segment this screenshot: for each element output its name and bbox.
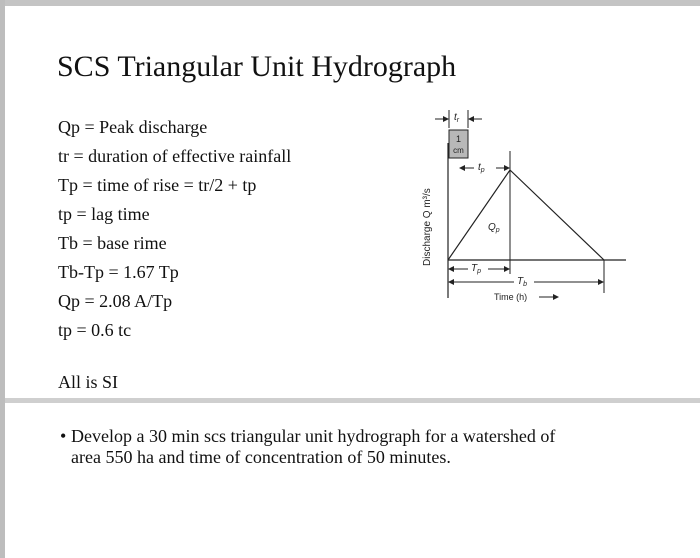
label-qp: $Q_p$ xyxy=(488,222,500,234)
definition-item: Tb-Tp = 1.67 Tp xyxy=(58,262,179,282)
definition-item: tp = 0.6 tc xyxy=(58,320,132,340)
definition-item: Qp = Peak discharge xyxy=(58,117,208,137)
definition-item: tr = duration of effective rainfall xyxy=(58,146,292,166)
definition-item: Tb = base rime xyxy=(58,233,167,253)
definition-item: Tp = time of rise = tr/2 + tp xyxy=(58,175,257,195)
hydrograph-triangle xyxy=(448,170,604,260)
label-tp: $t_p$ xyxy=(478,162,485,174)
rain-depth-value: 1 xyxy=(455,134,462,144)
bullet-marker: • xyxy=(60,426,67,446)
rain-depth-unit: cm xyxy=(453,146,464,155)
top-border xyxy=(0,0,700,6)
left-border xyxy=(0,0,5,558)
label-Tp: $T_p$ xyxy=(471,263,482,275)
definition-list xyxy=(58,113,291,345)
section-divider xyxy=(5,398,700,403)
y-axis-label: Discharge Q m³/s xyxy=(422,188,433,266)
task-text-line-1: Develop a 30 min scs triangular unit hydrograph for a watershed of xyxy=(71,426,556,446)
definition-item: tp = lag time xyxy=(58,204,150,224)
hydrograph-diagram xyxy=(418,108,633,313)
x-axis-label: Time (h) xyxy=(494,292,528,302)
label-tr: $t_r$ xyxy=(454,112,460,124)
slide-title: SCS Triangular Unit Hydrograph xyxy=(57,50,457,83)
definition-item: Qp = 2.08 A/Tp xyxy=(58,291,173,311)
task-bullet xyxy=(60,426,660,468)
task-text-line-2: area 550 ha and time of concentration of 50 minutes. xyxy=(71,447,451,467)
label-Tb: $T_b$ xyxy=(517,276,528,288)
units-note: All is SI xyxy=(58,372,119,392)
